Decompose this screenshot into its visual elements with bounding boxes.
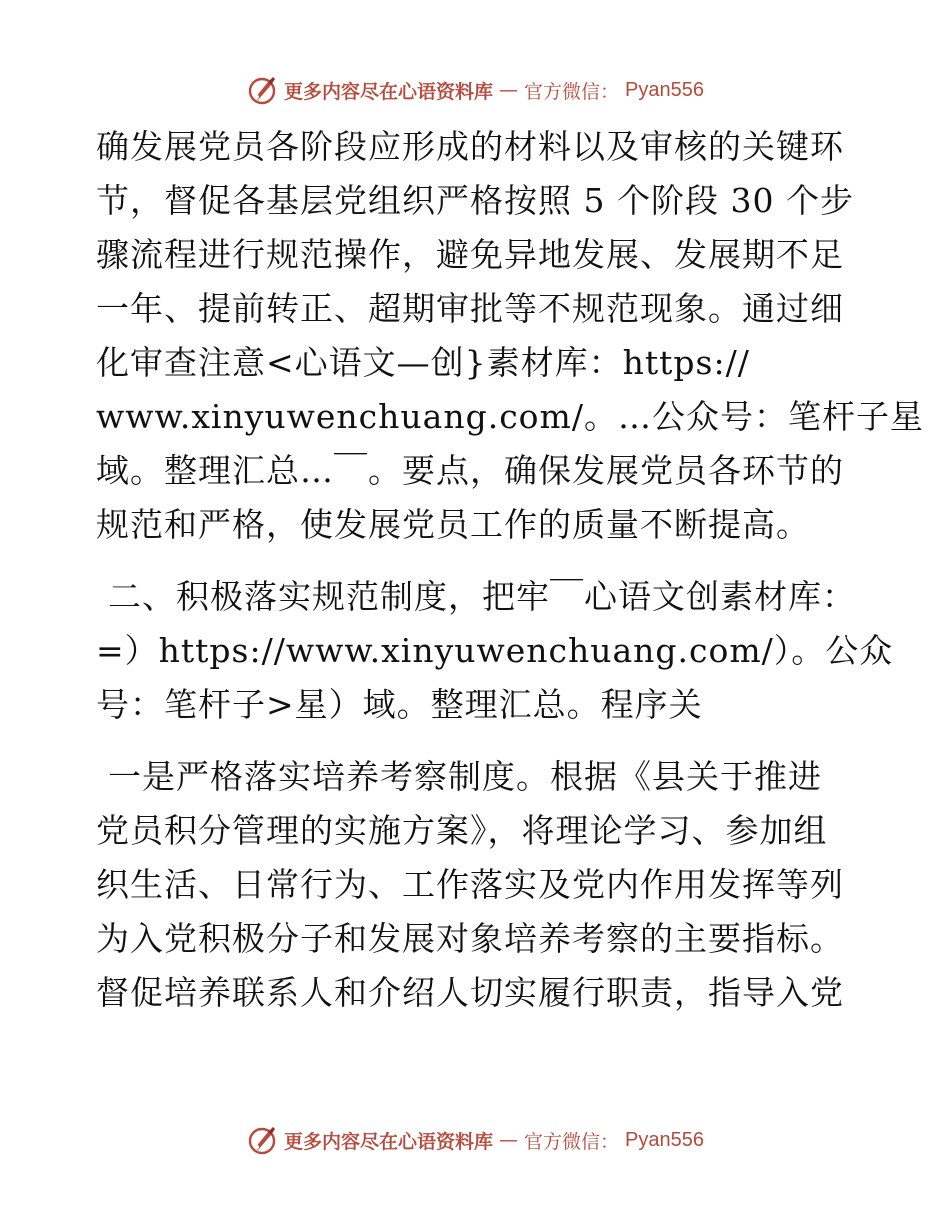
text-line: 党员积分管理的实施方案》，将理论学习、参加组 bbox=[96, 811, 828, 850]
text-line: 化审查注意<心语文—创}素材库：https:// bbox=[96, 343, 750, 382]
footer-banner-separator: — bbox=[499, 1129, 519, 1151]
text-line: 为入党积极分子和发展对象培养考察的主要指标。 bbox=[96, 919, 844, 958]
text-line: 节，督促各基层党组织严格按照 5 个阶段 30 个步 bbox=[96, 181, 854, 220]
header-banner-separator: — bbox=[499, 79, 519, 101]
section-heading-line: 二、积极落实规范制度，把牢￣心语文创素材库： bbox=[108, 577, 856, 616]
paragraph-1 bbox=[96, 120, 924, 552]
text-line: 一年、提前转正、超期审批等不规范现象。通过细 bbox=[96, 289, 844, 328]
header-banner-content bbox=[246, 74, 704, 106]
header-wechat-id: Pyan556 bbox=[625, 78, 704, 101]
header-wechat-label: 官方微信： bbox=[524, 80, 620, 103]
paragraph-spacer bbox=[96, 732, 856, 750]
footer-banner-content bbox=[246, 1124, 704, 1156]
text-line: 督促培养联系人和介绍人切实履行职责，指导入党 bbox=[96, 973, 844, 1012]
text-line: 一是严格落实培养考察制度。根据《县关于推进 bbox=[108, 757, 822, 796]
text-line: 规范和严格，使发展党员工作的质量不断提高。 bbox=[96, 505, 810, 544]
text-line: 域。整理汇总…￣。要点，确保发展党员各环节的 bbox=[96, 451, 844, 490]
paragraph-spacer bbox=[96, 552, 856, 570]
text-line: 确发展党员各阶段应形成的材料以及审核的关键环 bbox=[96, 127, 844, 166]
footer-wechat-id: Pyan556 bbox=[625, 1128, 704, 1151]
paragraph-3 bbox=[96, 750, 856, 1020]
quill-pen-logo-icon bbox=[246, 74, 278, 106]
paragraph-2 bbox=[96, 570, 894, 732]
header-banner-text: 更多内容尽在心语资料库 bbox=[284, 80, 494, 103]
text-line: 号：笔杆子>星）域。整理汇总。程序关 bbox=[96, 685, 703, 724]
text-line: 织生活、日常行为、工作落实及党内作用发挥等列 bbox=[96, 865, 844, 904]
text-line: =）https://www.xinyuwenchuang.com/）。公众 bbox=[96, 631, 894, 670]
text-line: www.xinyuwenchuang.com/。…公众号：笔杆子星 bbox=[96, 397, 924, 436]
footer-wechat-label: 官方微信： bbox=[524, 1130, 620, 1153]
footer-banner-text: 更多内容尽在心语资料库 bbox=[284, 1130, 494, 1153]
quill-pen-logo-icon bbox=[246, 1124, 278, 1156]
footer-banner bbox=[0, 1120, 950, 1160]
text-line: 骤流程进行规范操作，避免异地发展、发展期不足 bbox=[96, 235, 844, 274]
document-body bbox=[96, 120, 924, 1020]
header-banner bbox=[0, 70, 950, 110]
